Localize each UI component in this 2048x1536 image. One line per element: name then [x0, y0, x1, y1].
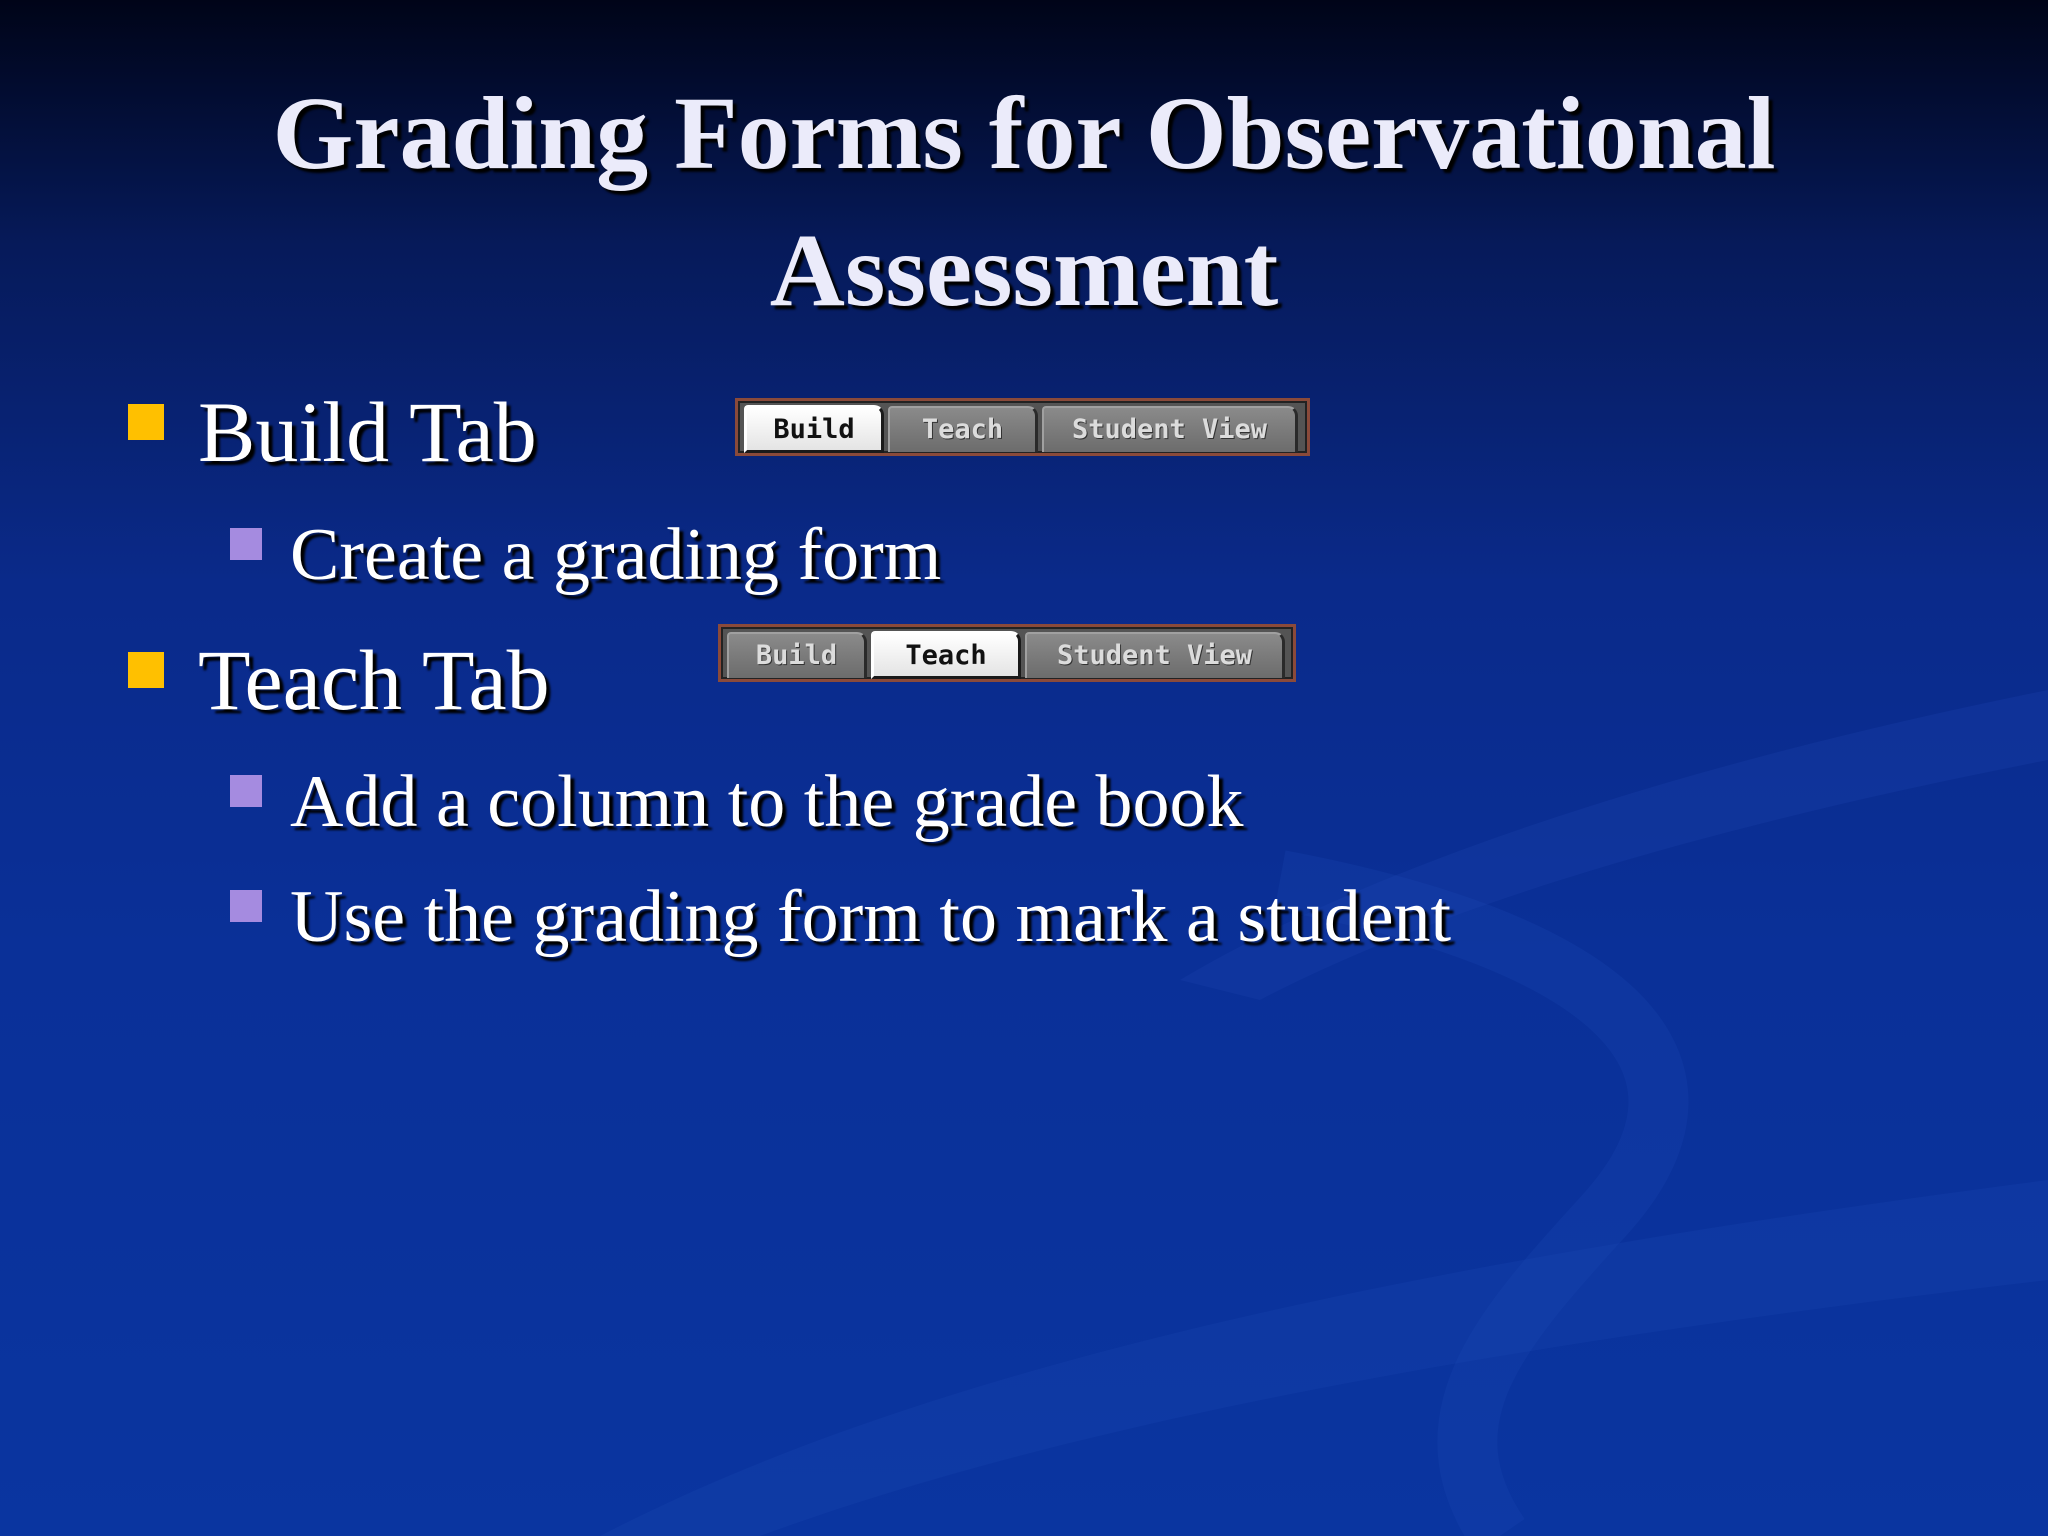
- sub-bullet-square-icon: [230, 528, 262, 560]
- bullet-square-icon: [128, 652, 164, 688]
- sub-bullet-create-grading-form: Create a grading form: [290, 514, 942, 596]
- tab-teach[interactable]: Teach: [871, 631, 1021, 679]
- swoosh-curve: [1280, 880, 1658, 1536]
- bullet-build-tab: Build Tab: [198, 384, 537, 480]
- tab-student-view[interactable]: Student View: [1042, 406, 1298, 452]
- sub-bullet-square-icon: [230, 890, 262, 922]
- tab-build[interactable]: Build: [744, 405, 884, 453]
- slide-title-line-2: Assessment: [769, 213, 1279, 328]
- tab-teach[interactable]: Teach: [888, 406, 1038, 452]
- tab-student-view[interactable]: Student View: [1025, 632, 1285, 678]
- tab-build[interactable]: Build: [727, 632, 867, 678]
- swoosh-band-lower: [600, 1180, 2048, 1536]
- tabstrip-build-screenshot: [735, 398, 1310, 456]
- bullet-square-icon: [128, 404, 164, 440]
- sub-bullet-add-column: Add a column to the grade book: [290, 761, 1244, 843]
- bullet-teach-tab: Teach Tab: [198, 632, 550, 728]
- sub-bullet-use-grading-form: Use the grading form to mark a student: [290, 876, 1452, 958]
- sub-bullet-square-icon: [230, 775, 262, 807]
- tabstrip-teach-screenshot: [718, 624, 1296, 682]
- slide-title-line-1: Grading Forms for Observational: [272, 76, 1776, 191]
